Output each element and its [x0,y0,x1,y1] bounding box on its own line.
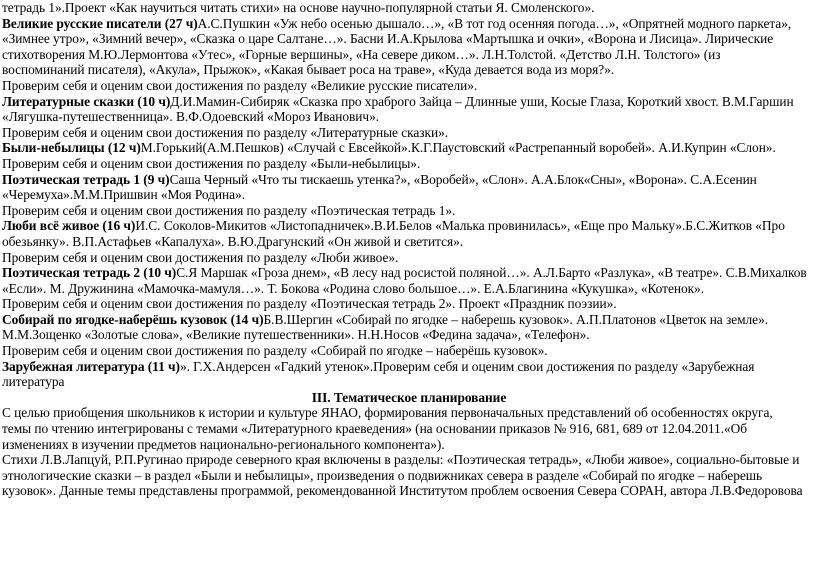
paragraph-line: С целью приобщения школьников к истории и культуре ЯНАО, формирования первоначальных представлений об особенностях округа, [2,405,773,421]
line-text: Проверим себя и оценим свои достижения по разделу «Были-небылицы». [2,155,421,171]
line-text: И.С. Соколов-Микитов «Листопадничек».В.И.Белов «Малька провинилась», «Еще про Мальку».Б.С.Житков «Про [135,218,785,234]
text-line [2,203,816,219]
text-line [2,359,816,375]
line-text: С.Я Маршак «Гроза днем», «В лесу над росистой поляной…». А.Л.Барто «Разлука», «В театре». С.В.Михалков [176,265,807,281]
section-title: Люби всё живое (16 ч) [2,218,136,234]
text-line [2,234,816,250]
line-text: М.Горький(А.М.Пешков) «Случай с Евсейкой».К.Г.Паустовский «Растрепанный воробей». А.И.Куприн «Слон». [140,140,776,156]
section-title: Были-небылицы (12 ч) [2,140,141,156]
text-line [2,31,816,47]
paragraph-line: темы по чтению интегрированы с темами «Литературного краеведения» (на основании приказов № 916, 681, 689 от 12.04.2011.«Об [2,421,748,437]
text-line [2,16,816,32]
line-text: литература [2,374,65,390]
line-text: М.М.Зощенко «Золотые слова», «Великие путешественники». Н.Н.Носов «Федина задача», «Телефон». [2,327,590,343]
line-text: Проверим себя и оценим свои достижения по разделу «Собирай по ягодке – наберёшь кузовок». [2,343,548,359]
text-line [2,265,816,281]
section-title: Великие русские писатели (27 ч) [2,15,198,31]
text-line [2,281,816,297]
line-text: Проверим себя и оценим свои достижения по разделу «Люби живое». [2,249,399,265]
line-text: обезьянку». В.П.Астафьев «Капалуха». В.Ю.Драгунский «Он живой и светится». [2,233,464,249]
text-line [2,78,816,94]
text-line [2,187,816,203]
text-line [2,172,816,188]
text-line [2,343,816,359]
line-text: «Если». М. Дружинина «Мамочка-мамуля…». Т. Бокова «Родина слово большое…». Е.А.Благинина «Кукушка», «Котенок». [2,280,705,296]
section-title: Литературные сказки (10 ч) [2,93,171,109]
line-text: Проверим себя и оценим свои достижения по разделу «Великие русские писатели». [2,77,478,93]
text-line [2,296,816,312]
text-line [2,156,816,172]
text-line [2,312,816,328]
line-text: Проверим себя и оценим свои достижения по разделу «Литературные сказки». [2,124,449,140]
section-title: Поэтическая тетрадь 1 (9 ч) [2,171,170,187]
paragraph-line: кузовок». Данные темы представлены программой, рекомендованной Институтом проблем освоения Севера СОРАН, автора Л.В.Федоровова [2,483,803,499]
section-title: Поэтическая тетрадь 2 (10 ч) [2,265,177,281]
text-line [2,327,816,343]
text-line [2,109,816,125]
text-line [2,125,816,141]
integration-paragraph [2,405,816,499]
line-text: воспоминаний писателя), «Акула», Прыжок», «Какая бывает роса на траве», «Куда девается вода из моря?». [2,62,615,78]
line-text: Проверим себя и оценим свои достижения по разделу «Поэтическая тетрадь 1». [2,202,456,218]
line-text: «Лягушка-путешественница». В.Ф.Одоевский «Мороз Иванович». [2,109,380,125]
line-text: стихотворения М.Ю.Лермонтова «Утес», «Горные вершины», «На севере диком…». Л.Н.Толстой. «Детство Л.Н. Толстого» (из [2,46,721,62]
line-text: ». Г.Х.Андерсен «Гадкий утенок».Проверим себя и оценим свои достижения по разделу «Зарубежная [179,358,755,374]
text-line [2,218,816,234]
section-title: Зарубежная литература (11 ч) [2,358,180,374]
paragraph-line: изменениях в изучении предметов национально-регионального компонента»). [2,436,445,452]
line-text: тетрадь 1».Проект «Как научиться читать стихи» на основе научно-популярной статьи Я. Смоленского». [2,0,595,15]
text-line [2,47,816,63]
text-line [2,250,816,266]
line-text: Саша Черный «Что ты тискаешь утенка?», «Воробей», «Слон». А.А.Блок«Сны», «Ворона». С.А.Есенин [169,171,757,187]
text-line [2,374,816,390]
line-text: Проверим себя и оценим свои достижения по разделу «Поэтическая тетрадь 2». Проект «Праздник поэзии». [2,296,617,312]
line-text: Д.И.Мамин-Сибиряк «Сказка про храброго Зайца – Длинные уши, Косые Глаза, Короткий хвост. В.М.Гаршин [170,93,794,109]
line-text: «Зимнее утро», «Зимний вечер», «Сказка о царе Салтане…». Басни И.А.Крылова «Мартышка и очки», «Ворона и Лисица». Лирические [2,31,774,47]
line-text: А.С.Пушкин «Уж небо осенью дышало…», «В тот год осенняя погода…», «Опрятней модного паркета», [197,15,792,31]
text-line [2,94,816,110]
line-text: «Черемуха».М.М.Пришвин «Моя Родина». [2,187,245,203]
syllabus-body [2,0,816,390]
line-text: Б.В.Шергин «Собирай по ягодке – наберешь кузовок». А.П.Платонов «Цветок на земле». [263,311,769,327]
text-line [2,140,816,156]
text-line [2,62,816,78]
paragraph-line: Стихи Л.В.Лапцуй, Р.П.Ругинао природе северного края включены в разделы: «Поэтическая тетрадь», «Люби живое», социально-бытовые и [2,452,800,468]
section-heading: III. Тематическое планирование [311,389,507,405]
text-line [2,0,816,16]
section-title: Собирай по ягодке-наберёшь кузовок (14 ч) [2,311,264,327]
paragraph-line: этнологические сказки – в раздел «Были и небылицы», произведения о подвижниках севера в разделе «Собирай по ягодке – наберешь [2,467,763,483]
